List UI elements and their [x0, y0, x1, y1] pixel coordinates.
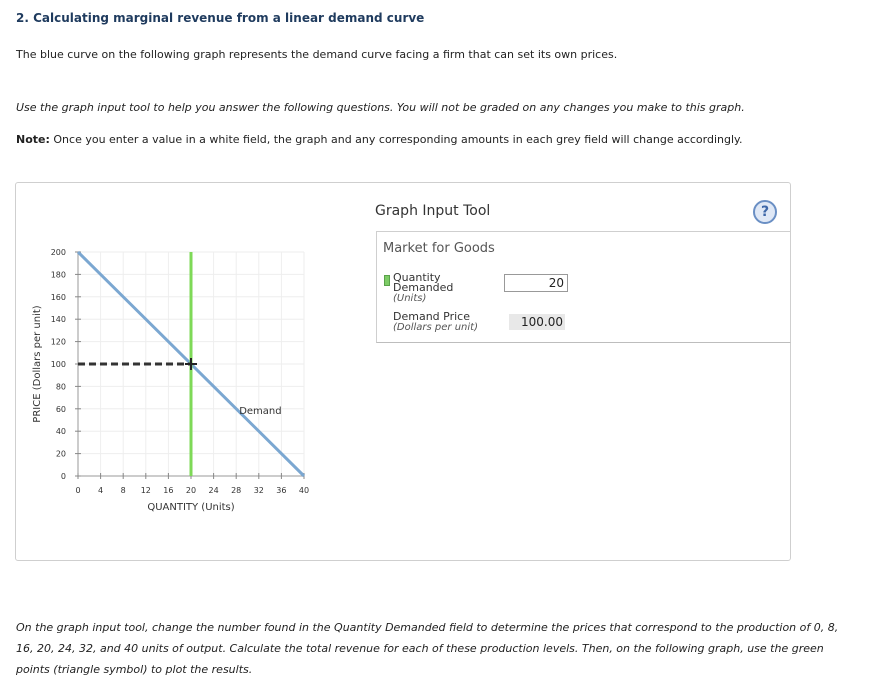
quantity-label-line1: Quantity: [393, 271, 441, 284]
demand-price-field: 100.00: [509, 314, 565, 330]
x-tick-label: 12: [140, 486, 151, 495]
graph-input-tool-title: Graph Input Tool: [375, 203, 491, 219]
x-tick-label: 8: [120, 486, 126, 495]
y-tick-label: 200: [50, 248, 66, 257]
y-tick-label: 100: [50, 360, 66, 369]
y-tick-label: 40: [55, 427, 66, 437]
x-tick-label: 24: [208, 486, 219, 495]
x-tick-label: 0: [75, 486, 81, 495]
y-tick-label: 140: [50, 315, 66, 325]
market-title: Market for Goods: [383, 241, 495, 256]
y-axis-title: PRICE (Dollars per unit): [32, 305, 43, 423]
x-tick-label: 40: [298, 486, 310, 495]
quantity-demanded-input[interactable]: [504, 274, 568, 292]
x-tick-label: 28: [231, 486, 242, 495]
note-text: [16, 133, 742, 146]
y-tick-label: 80: [55, 382, 66, 392]
intro-text: The blue curve on the following graph represents the demand curve facing a firm that can set its own prices.: [16, 48, 618, 61]
y-tick-label: 60: [55, 404, 66, 414]
quantity-units: (Units): [393, 293, 427, 304]
x-axis-title: QUANTITY (Units): [147, 502, 235, 513]
y-tick-label: 0: [60, 472, 66, 481]
instruction-text: Use the graph input tool to help you answer the following questions. You will not be graded on any changes you make to this graph.: [16, 101, 745, 114]
quantity-color-swatch: [384, 275, 390, 286]
demand-curve-label: Demand: [239, 406, 282, 418]
y-tick-label: 120: [50, 337, 66, 347]
footer-instructions: On the graph input tool, change the number found in the Quantity Demanded field to determine the prices that correspond to the production of 0, 8, 16, 20, 24, 32, and 40 units of output. Calculate the total revenue for each of these production levels. Then, on the following graph, use the green points (triangle symbol) to plot the results.: [16, 621, 839, 676]
x-tick-label: 20: [185, 486, 197, 495]
y-tick-label: 160: [50, 292, 66, 302]
x-tick-label: 32: [253, 486, 264, 495]
demand-chart[interactable]: [20, 235, 360, 535]
price-units: (Dollars per unit): [393, 322, 478, 333]
price-label: Demand Price: [393, 310, 470, 323]
y-tick-label: 180: [50, 270, 66, 280]
x-tick-label: 36: [276, 486, 287, 495]
x-tick-label: 16: [163, 486, 174, 495]
note-body: Once you enter a value in a white field, the graph and any corresponding amounts in each grey field will change accordingly.: [49, 133, 743, 146]
y-tick-label: 20: [55, 449, 66, 459]
quantity-label-line2: Demanded: [393, 281, 454, 294]
page-title: 2. Calculating marginal revenue from a linear demand curve: [16, 11, 425, 25]
note-label: Note:: [16, 133, 50, 146]
help-icon[interactable]: ?: [753, 200, 777, 224]
x-tick-label: 4: [98, 486, 104, 495]
